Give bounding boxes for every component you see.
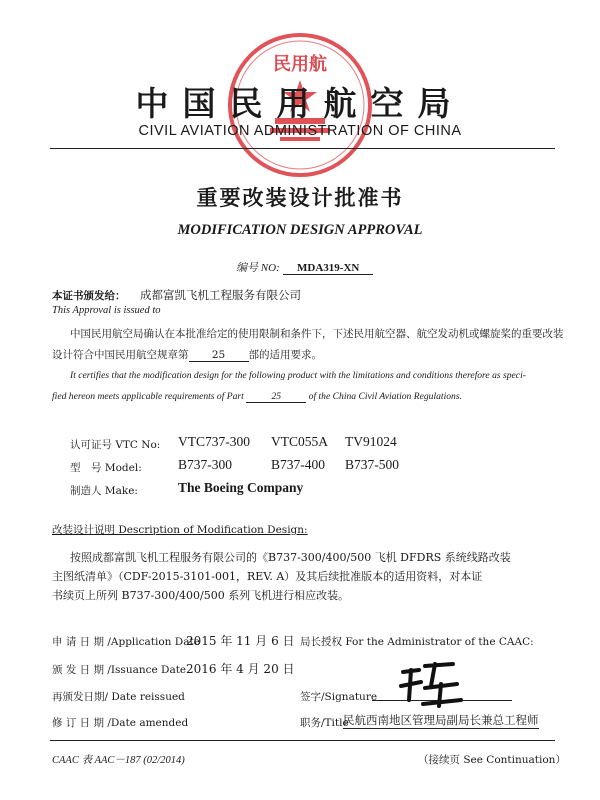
description-label: 改装设计说明 Description of Modification Design: [52, 524, 308, 536]
make-value: The Boeing Company [178, 480, 304, 495]
body-en-line1: It certifies that the modification design for the following product with the limitations and conditions therefore as speci- [70, 370, 526, 381]
body-cn-line2 [52, 347, 322, 362]
org-name-cn: 中国民用航空局 [135, 84, 465, 123]
vtc-value-3: TV91024 [345, 434, 397, 449]
body-en-line2a: fied hereon meets applicable requirements of Part [52, 391, 244, 402]
top-divider [50, 148, 555, 149]
reissue-date-label: 再颁发日期/ Date reissued [52, 691, 185, 703]
description-line1: 按照成都富凯飞机工程服务有限公司的《B737-300/400/500 飞机 DFDRS 系统线路改装 [70, 551, 511, 564]
description-line3: 书续页上所列 B737-300/400/500 系列飞机进行相应改装。 [52, 589, 350, 602]
part-number-cn: 25 [189, 349, 249, 362]
body-en-line2 [52, 391, 462, 403]
vtc-value-1: VTC737-300 [178, 434, 250, 449]
svg-text:民用航: 民用航 [273, 54, 327, 75]
handwritten-signature [395, 660, 465, 710]
make-label: 制造人 Make: [70, 485, 138, 497]
issued-to-value: 成都富凯飞机工程服务有限公司 [140, 288, 301, 302]
number-value: MDA319-XN [283, 262, 373, 275]
doc-title-cn: 重要改装设计批准书 [196, 185, 404, 210]
issued-to-label-cn: 本证书颁发给： [52, 290, 126, 302]
app-date-label: 申 请 日 期 /Application Date [52, 636, 200, 648]
form-number: CAAC 表 AAC－187 (02/2014) [52, 755, 185, 766]
title-label: 职务/Title [300, 717, 349, 729]
vtc-value-2: VTC055A [271, 434, 328, 449]
authority-label: 局长授权 For the Administrator of the CAAC: [300, 636, 534, 648]
model-value-1: B737-300 [178, 457, 232, 472]
issue-date-label: 颁 发 日 期 /Issuance Date [52, 664, 187, 676]
part-number-en: 25 [246, 391, 306, 403]
vtc-label: 认可证号 VTC No: [70, 439, 161, 451]
model-label: 型 号 Model: [70, 462, 142, 474]
org-name-en: CIVIL AVIATION ADMINISTRATION OF CHINA [138, 123, 462, 139]
model-value-2: B737-400 [271, 457, 325, 472]
doc-title-en: MODIFICATION DESIGN APPROVAL [177, 222, 423, 238]
body-cn-line2b: 部的适用要求。 [248, 349, 322, 361]
signature-label: 签字/Signature [300, 691, 378, 703]
app-date-value: 2015 年 11 月 6 日 [186, 634, 295, 648]
model-value-3: B737-500 [345, 457, 399, 472]
body-cn-line2a: 设计符合中国民用航空规章第 [52, 349, 189, 361]
bottom-divider [50, 740, 555, 741]
body-en-line2b: of the China Civil Aviation Regulations. [308, 391, 462, 402]
issued-to-label-en: This Approval is issued to [52, 305, 161, 316]
amend-date-label: 修 订 日 期 /Date amended [52, 717, 189, 729]
number-label: 编号 NO: [236, 262, 280, 274]
approval-number [236, 259, 373, 275]
body-cn-line1: 中国民用航空局确认在本批准给定的使用限制和条件下，下述民用航空器、航空发动机或螺旋桨的重要改装 [70, 328, 564, 340]
issue-date-value: 2016 年 4 月 20 日 [186, 662, 295, 676]
title-value: 民航西南地区管理局副局长兼总工程师 [343, 713, 539, 727]
continuation-note: （接续页 See Continuation） [418, 754, 566, 766]
description-line2: 主图纸清单》（CDF-2015-3101-001，REV. A）及其后续批准版本的适用资料，对本证 [52, 570, 483, 583]
